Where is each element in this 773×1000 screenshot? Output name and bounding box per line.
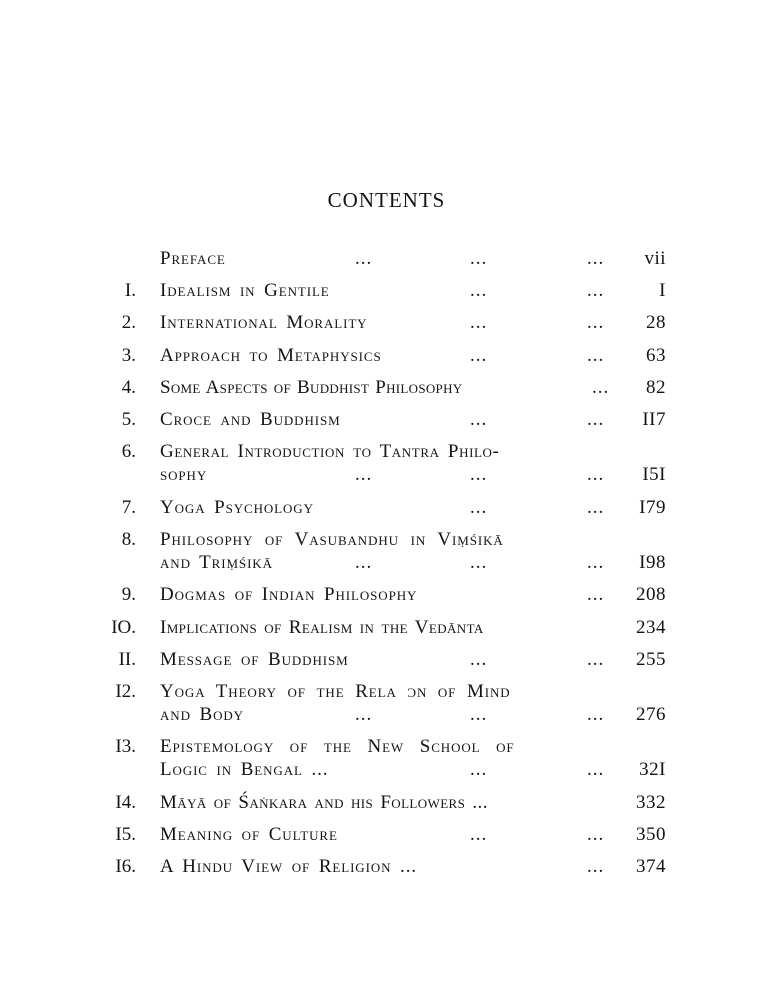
leader-dots: ...	[587, 248, 605, 269]
entry-page-number: 332	[636, 792, 666, 813]
entry-title-continued: and Triṃśikā	[160, 552, 273, 573]
toc-entry	[0, 680, 773, 725]
leader-dots: ...	[470, 759, 488, 780]
entry-number: I5.	[115, 824, 136, 845]
toc-entry	[0, 311, 773, 335]
entry-title: Yoga Theory of the Rela ɔn of Mind	[160, 681, 511, 702]
entry-page-number: II7	[642, 409, 666, 430]
leader-dots: ...	[470, 497, 488, 518]
leader-dots: ...	[470, 345, 488, 366]
entry-title: International Morality	[160, 312, 368, 333]
entry-title: Croce and Buddhism	[160, 409, 341, 430]
leader-dots: ...	[470, 409, 488, 430]
entry-number: I3.	[115, 736, 136, 757]
entry-page-number: I5I	[642, 464, 666, 485]
entry-page-number: 28	[646, 312, 666, 333]
toc-entry-preface	[0, 247, 773, 271]
entry-title: Message of Buddhism	[160, 649, 349, 670]
leader-dots: ...	[592, 377, 610, 398]
entry-title: A Hindu View of Religion ...	[160, 856, 418, 877]
entry-page-number: vii	[644, 248, 666, 269]
entry-page-number: I98	[639, 552, 666, 573]
entry-title: Idealism in Gentile	[160, 280, 330, 301]
entry-title: Implications of Realism in the Vedānta	[160, 617, 484, 638]
entry-page-number: 276	[636, 704, 666, 725]
toc-entry	[0, 735, 773, 780]
leader-dots: ...	[470, 649, 488, 670]
entry-title: Epistemology of the New School of	[160, 736, 515, 757]
entry-number: IO.	[111, 617, 136, 638]
leader-dots: ...	[587, 497, 605, 518]
leader-dots: ...	[587, 649, 605, 670]
leader-dots: ...	[587, 584, 605, 605]
leader-dots: ...	[355, 248, 373, 269]
entry-number: 5.	[121, 409, 136, 430]
leader-dots: ...	[470, 248, 488, 269]
entry-number: 2.	[121, 312, 136, 333]
entry-number: 6.	[121, 441, 136, 462]
leader-dots: ...	[587, 824, 605, 845]
leader-dots: ...	[587, 409, 605, 430]
entry-page-number: I79	[639, 497, 666, 518]
entry-number: I6.	[115, 856, 136, 877]
entry-title-continued: Logic in Bengal ...	[160, 759, 329, 780]
entry-title: Meaning of Culture	[160, 824, 338, 845]
leader-dots: ...	[587, 312, 605, 333]
leader-dots: ...	[587, 345, 605, 366]
leader-dots: ...	[355, 704, 373, 725]
entry-page-number: 350	[636, 824, 666, 845]
leader-dots: ...	[587, 552, 605, 573]
leader-dots: ...	[587, 856, 605, 877]
toc-entry	[0, 528, 773, 573]
entry-title: Yoga Psychology	[160, 497, 314, 518]
toc-entry	[0, 791, 773, 815]
entry-number: 9.	[121, 584, 136, 605]
leader-dots: ...	[470, 552, 488, 573]
entry-title: Dogmas of Indian Philosophy	[160, 584, 418, 605]
toc-entry	[0, 648, 773, 672]
leader-dots: ...	[587, 280, 605, 301]
entry-number: 4.	[121, 377, 136, 398]
entry-number: 3.	[121, 345, 136, 366]
leader-dots: ...	[470, 464, 488, 485]
entry-number: 7.	[121, 497, 136, 518]
toc-entry	[0, 376, 773, 400]
entry-number: II.	[118, 649, 136, 670]
entry-title: General Introduction to Tantra Philo-	[160, 441, 500, 462]
toc-entry	[0, 855, 773, 879]
toc-entry	[0, 440, 773, 485]
toc-entry	[0, 583, 773, 607]
entry-number: I2.	[115, 681, 136, 702]
entry-title: Philosophy of Vasubandhu in Viṃśikā	[160, 529, 504, 550]
leader-dots: ...	[470, 312, 488, 333]
entry-page-number: 32I	[639, 759, 666, 780]
entry-title-continued: sophy	[160, 464, 208, 485]
toc-entry	[0, 616, 773, 640]
entry-page-number: 234	[636, 617, 666, 638]
toc-entry	[0, 279, 773, 303]
entry-title-continued: and Body	[160, 704, 244, 725]
entry-title: Approach to Metaphysics	[160, 345, 382, 366]
entry-number: I4.	[115, 792, 136, 813]
entry-title: Some Aspects of Buddhist Philosophy	[160, 377, 463, 398]
leader-dots: ...	[587, 704, 605, 725]
entry-page-number: 63	[646, 345, 666, 366]
leader-dots: ...	[470, 824, 488, 845]
entry-title: Preface	[160, 248, 226, 269]
leader-dots: ...	[470, 704, 488, 725]
leader-dots: ...	[355, 552, 373, 573]
leader-dots: ...	[355, 464, 373, 485]
leader-dots: ...	[587, 464, 605, 485]
entry-page-number: 82	[646, 377, 666, 398]
entry-page-number: I	[659, 280, 666, 301]
toc-entry	[0, 496, 773, 520]
leader-dots: ...	[587, 759, 605, 780]
page-title: CONTENTS	[327, 188, 446, 212]
entry-number: I.	[124, 280, 136, 301]
toc-entry	[0, 823, 773, 847]
entry-page-number: 255	[636, 649, 666, 670]
toc-entry	[0, 408, 773, 432]
leader-dots: ...	[470, 280, 488, 301]
toc-entry	[0, 344, 773, 368]
entry-page-number: 374	[636, 856, 666, 877]
entry-number: 8.	[121, 529, 136, 550]
entry-page-number: 208	[636, 584, 666, 605]
entry-title: Māyā of Śaṅkara and his Followers ...	[160, 792, 488, 813]
